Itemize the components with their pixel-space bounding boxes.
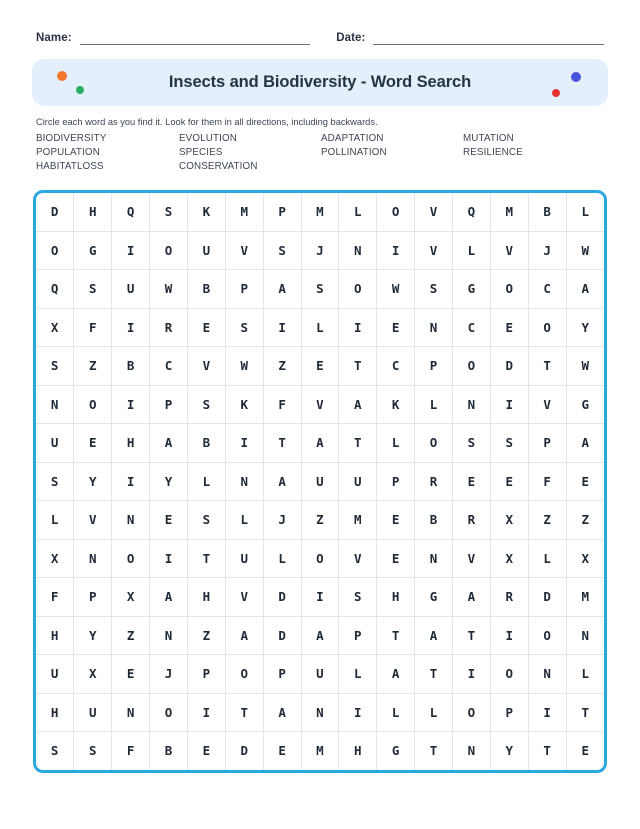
grid-cell[interactable]: B: [415, 501, 453, 540]
grid-cell[interactable]: O: [339, 270, 377, 309]
grid-cell[interactable]: Y: [74, 462, 112, 501]
grid-cell[interactable]: N: [112, 693, 150, 732]
word-list-item[interactable]: POPULATION: [36, 147, 100, 159]
grid-cell[interactable]: D: [263, 578, 301, 617]
grid-cell[interactable]: T: [528, 347, 566, 386]
grid-cell[interactable]: P: [187, 655, 225, 694]
grid-cell[interactable]: J: [263, 501, 301, 540]
grid-cell[interactable]: I: [301, 578, 339, 617]
grid-cell[interactable]: D: [263, 616, 301, 655]
grid-cell[interactable]: I: [112, 231, 150, 270]
page-title: Insects and Biodiversity - Word Search: [168, 73, 472, 91]
grid-cell[interactable]: L: [301, 308, 339, 347]
grid-cell[interactable]: P: [74, 578, 112, 617]
grid-cell[interactable]: P: [339, 616, 377, 655]
grid-cell[interactable]: D: [36, 193, 74, 231]
grid-cell[interactable]: S: [36, 462, 74, 501]
grid-cell[interactable]: L: [415, 693, 453, 732]
grid-cell[interactable]: E: [301, 347, 339, 386]
grid-cell[interactable]: O: [74, 385, 112, 424]
grid-cell[interactable]: Z: [566, 501, 604, 540]
word-list: [36, 133, 604, 172]
grid-cell[interactable]: A: [301, 424, 339, 463]
grid-cell[interactable]: T: [187, 539, 225, 578]
name-label: Name:: [36, 32, 72, 44]
grid-cell[interactable]: E: [263, 732, 301, 770]
green-dot-icon: [76, 86, 84, 94]
grid-row: [36, 693, 604, 732]
grid-cell[interactable]: W: [566, 347, 604, 386]
grid-cell[interactable]: L: [187, 462, 225, 501]
grid-row: [36, 732, 604, 770]
grid-cell[interactable]: I: [377, 231, 415, 270]
orange-dot-icon: [57, 71, 67, 81]
grid-cell[interactable]: V: [415, 193, 453, 231]
word-list-item[interactable]: MUTATION: [463, 133, 514, 145]
grid-cell[interactable]: F: [74, 308, 112, 347]
grid-cell[interactable]: O: [301, 539, 339, 578]
grid-cell[interactable]: O: [452, 347, 490, 386]
grid-cell[interactable]: T: [566, 693, 604, 732]
grid-row: [36, 193, 604, 231]
title-banner: [32, 59, 608, 106]
word-list-item[interactable]: EVOLUTION: [179, 133, 237, 145]
grid-cell[interactable]: P: [415, 347, 453, 386]
date-write-line[interactable]: [373, 30, 604, 45]
grid-cell[interactable]: C: [377, 347, 415, 386]
grid-cell[interactable]: Y: [566, 308, 604, 347]
grid-cell[interactable]: M: [301, 732, 339, 770]
grid-cell[interactable]: A: [263, 270, 301, 309]
grid-cell[interactable]: S: [452, 424, 490, 463]
grid-cell[interactable]: N: [339, 231, 377, 270]
grid-cell[interactable]: X: [112, 578, 150, 617]
grid-row: [36, 270, 604, 309]
grid-cell[interactable]: O: [415, 424, 453, 463]
grid-cell[interactable]: P: [263, 655, 301, 694]
grid-cell[interactable]: O: [225, 655, 263, 694]
grid-cell[interactable]: Q: [112, 193, 150, 231]
grid-cell[interactable]: S: [36, 732, 74, 770]
grid-cell[interactable]: U: [339, 462, 377, 501]
grid-cell[interactable]: T: [528, 732, 566, 770]
grid-cell[interactable]: S: [74, 270, 112, 309]
grid-cell[interactable]: L: [452, 231, 490, 270]
grid-cell[interactable]: B: [187, 270, 225, 309]
grid-cell[interactable]: S: [225, 308, 263, 347]
grid-cell[interactable]: V: [225, 231, 263, 270]
grid-cell[interactable]: N: [415, 539, 453, 578]
grid-row: [36, 616, 604, 655]
grid-cell[interactable]: O: [112, 539, 150, 578]
grid-cell[interactable]: X: [490, 501, 528, 540]
grid-cell[interactable]: S: [490, 424, 528, 463]
grid-cell[interactable]: D: [490, 347, 528, 386]
red-dot-icon: [552, 89, 560, 97]
grid-cell[interactable]: A: [339, 385, 377, 424]
date-label: Date:: [336, 32, 366, 44]
grid-cell[interactable]: Q: [36, 270, 74, 309]
grid-cell[interactable]: U: [112, 270, 150, 309]
grid-cell[interactable]: G: [566, 385, 604, 424]
grid-cell[interactable]: O: [36, 231, 74, 270]
grid-cell[interactable]: Z: [187, 616, 225, 655]
grid-cell[interactable]: W: [377, 270, 415, 309]
grid-cell[interactable]: V: [339, 539, 377, 578]
grid-cell[interactable]: H: [377, 578, 415, 617]
grid-cell[interactable]: M: [225, 193, 263, 231]
grid-cell[interactable]: T: [415, 732, 453, 770]
grid-cell[interactable]: S: [150, 193, 188, 231]
grid-cell[interactable]: O: [490, 270, 528, 309]
grid-cell[interactable]: V: [301, 385, 339, 424]
grid-cell[interactable]: I: [528, 693, 566, 732]
grid-cell[interactable]: Q: [452, 193, 490, 231]
grid-cell[interactable]: R: [452, 501, 490, 540]
grid-cell[interactable]: D: [225, 732, 263, 770]
grid-cell[interactable]: A: [150, 424, 188, 463]
grid-cell[interactable]: L: [566, 655, 604, 694]
grid-cell[interactable]: A: [377, 655, 415, 694]
grid-table: [36, 193, 604, 770]
grid-row: [36, 385, 604, 424]
grid-cell[interactable]: E: [150, 501, 188, 540]
grid-cell[interactable]: I: [112, 385, 150, 424]
grid-cell[interactable]: P: [150, 385, 188, 424]
grid-cell[interactable]: P: [225, 270, 263, 309]
grid-cell[interactable]: I: [339, 693, 377, 732]
grid-cell[interactable]: N: [112, 501, 150, 540]
grid-cell[interactable]: F: [528, 462, 566, 501]
grid-cell[interactable]: E: [377, 501, 415, 540]
grid-cell[interactable]: L: [566, 193, 604, 231]
grid-cell[interactable]: E: [74, 424, 112, 463]
grid-cell[interactable]: X: [74, 655, 112, 694]
grid-cell[interactable]: U: [74, 693, 112, 732]
grid-cell[interactable]: E: [187, 308, 225, 347]
grid-cell[interactable]: A: [301, 616, 339, 655]
grid-cell[interactable]: H: [36, 616, 74, 655]
grid-cell[interactable]: H: [112, 424, 150, 463]
grid-cell[interactable]: X: [566, 539, 604, 578]
grid-cell[interactable]: G: [415, 578, 453, 617]
instructions-text: Circle each word as you find it. Look for them in all directions, including backwards.: [36, 117, 378, 127]
grid-cell[interactable]: W: [225, 347, 263, 386]
grid-cell[interactable]: L: [415, 385, 453, 424]
grid-cell[interactable]: A: [566, 270, 604, 309]
grid-row: [36, 578, 604, 617]
name-write-line[interactable]: [80, 30, 311, 45]
grid-cell[interactable]: F: [112, 732, 150, 770]
grid-cell[interactable]: L: [339, 193, 377, 231]
grid-cell[interactable]: U: [36, 424, 74, 463]
grid-cell[interactable]: H: [74, 193, 112, 231]
grid-cell[interactable]: M: [301, 193, 339, 231]
grid-cell[interactable]: Z: [112, 616, 150, 655]
grid-cell[interactable]: C: [150, 347, 188, 386]
grid-cell[interactable]: O: [150, 231, 188, 270]
grid-cell[interactable]: I: [452, 655, 490, 694]
word-list-item[interactable]: BIODIVERSITY: [36, 133, 107, 145]
grid-cell[interactable]: R: [490, 578, 528, 617]
grid-cell[interactable]: T: [415, 655, 453, 694]
grid-cell[interactable]: T: [225, 693, 263, 732]
grid-cell[interactable]: O: [377, 193, 415, 231]
word-list-item[interactable]: ADAPTATION: [321, 133, 384, 145]
grid-cell[interactable]: U: [301, 655, 339, 694]
student-info-row: [0, 0, 640, 45]
grid-cell[interactable]: B: [187, 424, 225, 463]
grid-cell[interactable]: X: [490, 539, 528, 578]
grid-cell[interactable]: E: [187, 732, 225, 770]
grid-cell[interactable]: G: [74, 231, 112, 270]
grid-cell[interactable]: H: [339, 732, 377, 770]
grid-cell[interactable]: E: [377, 539, 415, 578]
grid-cell[interactable]: B: [112, 347, 150, 386]
grid-cell[interactable]: L: [263, 539, 301, 578]
grid-cell[interactable]: L: [377, 693, 415, 732]
grid-cell[interactable]: D: [528, 578, 566, 617]
grid-cell[interactable]: R: [415, 462, 453, 501]
blue-dot-icon: [571, 72, 581, 82]
grid-cell[interactable]: N: [36, 385, 74, 424]
grid-row: [36, 462, 604, 501]
grid-cell[interactable]: M: [339, 501, 377, 540]
grid-cell[interactable]: S: [339, 578, 377, 617]
grid-cell[interactable]: L: [225, 501, 263, 540]
grid-row: [36, 424, 604, 463]
grid-row: [36, 539, 604, 578]
word-list-item[interactable]: RESILIENCE: [463, 147, 523, 159]
grid-cell[interactable]: A: [225, 616, 263, 655]
grid-cell[interactable]: N: [150, 616, 188, 655]
grid-cell[interactable]: U: [301, 462, 339, 501]
grid-cell[interactable]: H: [36, 693, 74, 732]
grid-cell[interactable]: A: [566, 424, 604, 463]
grid-cell[interactable]: N: [452, 385, 490, 424]
grid-cell[interactable]: K: [225, 385, 263, 424]
grid-cell[interactable]: W: [566, 231, 604, 270]
grid-cell[interactable]: S: [36, 347, 74, 386]
grid-cell[interactable]: N: [415, 308, 453, 347]
grid-cell[interactable]: V: [490, 231, 528, 270]
grid-row: [36, 655, 604, 694]
grid-cell[interactable]: J: [301, 231, 339, 270]
word-list-item[interactable]: SPECIES: [179, 147, 223, 159]
grid-cell[interactable]: T: [339, 424, 377, 463]
grid-cell[interactable]: O: [528, 616, 566, 655]
grid-cell[interactable]: U: [225, 539, 263, 578]
grid-cell[interactable]: Z: [263, 347, 301, 386]
word-list-item[interactable]: HABITATLOSS: [36, 161, 104, 173]
grid-cell[interactable]: T: [263, 424, 301, 463]
word-search-grid[interactable]: [33, 190, 607, 773]
grid-cell[interactable]: P: [490, 693, 528, 732]
grid-cell[interactable]: B: [150, 732, 188, 770]
grid-cell[interactable]: O: [490, 655, 528, 694]
grid-cell[interactable]: E: [452, 462, 490, 501]
grid-cell[interactable]: E: [490, 308, 528, 347]
grid-row: [36, 231, 604, 270]
grid-cell[interactable]: N: [452, 732, 490, 770]
grid-cell[interactable]: I: [339, 308, 377, 347]
grid-cell[interactable]: P: [528, 424, 566, 463]
grid-cell[interactable]: V: [187, 347, 225, 386]
grid-cell[interactable]: F: [263, 385, 301, 424]
grid-cell[interactable]: I: [263, 308, 301, 347]
grid-row: [36, 501, 604, 540]
grid-cell[interactable]: E: [377, 308, 415, 347]
grid-cell[interactable]: X: [36, 308, 74, 347]
grid-cell[interactable]: I: [187, 693, 225, 732]
grid-cell[interactable]: K: [187, 193, 225, 231]
grid-cell[interactable]: J: [150, 655, 188, 694]
grid-cell[interactable]: O: [528, 308, 566, 347]
grid-cell[interactable]: I: [225, 424, 263, 463]
grid-cell[interactable]: M: [566, 578, 604, 617]
grid-cell[interactable]: Y: [74, 616, 112, 655]
grid-cell[interactable]: R: [150, 308, 188, 347]
grid-cell[interactable]: V: [415, 231, 453, 270]
grid-cell[interactable]: P: [263, 193, 301, 231]
grid-cell[interactable]: I: [112, 462, 150, 501]
grid-cell[interactable]: E: [566, 462, 604, 501]
grid-cell[interactable]: F: [36, 578, 74, 617]
grid-cell[interactable]: I: [112, 308, 150, 347]
grid-cell[interactable]: S: [74, 732, 112, 770]
grid-cell[interactable]: W: [150, 270, 188, 309]
grid-cell[interactable]: E: [490, 462, 528, 501]
grid-cell[interactable]: I: [150, 539, 188, 578]
grid-cell[interactable]: I: [490, 616, 528, 655]
grid-cell[interactable]: U: [187, 231, 225, 270]
grid-cell[interactable]: Z: [301, 501, 339, 540]
grid-cell[interactable]: L: [528, 539, 566, 578]
grid-cell[interactable]: N: [301, 693, 339, 732]
grid-cell[interactable]: V: [452, 539, 490, 578]
grid-cell[interactable]: M: [490, 193, 528, 231]
grid-cell[interactable]: L: [36, 501, 74, 540]
grid-cell[interactable]: V: [528, 385, 566, 424]
grid-cell[interactable]: S: [301, 270, 339, 309]
word-list-item[interactable]: POLLINATION: [321, 147, 387, 159]
grid-cell[interactable]: E: [566, 732, 604, 770]
grid-cell[interactable]: T: [377, 616, 415, 655]
grid-cell[interactable]: I: [490, 385, 528, 424]
grid-cell[interactable]: Z: [528, 501, 566, 540]
grid-cell[interactable]: G: [452, 270, 490, 309]
grid-cell[interactable]: A: [263, 693, 301, 732]
grid-cell[interactable]: B: [528, 193, 566, 231]
grid-cell[interactable]: Z: [74, 347, 112, 386]
grid-cell[interactable]: C: [528, 270, 566, 309]
grid-row: [36, 308, 604, 347]
grid-cell[interactable]: X: [36, 539, 74, 578]
grid-cell[interactable]: N: [225, 462, 263, 501]
grid-cell[interactable]: T: [452, 616, 490, 655]
grid-cell[interactable]: U: [36, 655, 74, 694]
grid-cell[interactable]: Y: [490, 732, 528, 770]
grid-cell[interactable]: Y: [150, 462, 188, 501]
grid-cell[interactable]: L: [377, 424, 415, 463]
grid-cell[interactable]: A: [452, 578, 490, 617]
grid-cell[interactable]: A: [263, 462, 301, 501]
grid-cell[interactable]: G: [377, 732, 415, 770]
grid-cell[interactable]: S: [415, 270, 453, 309]
grid-cell[interactable]: O: [452, 693, 490, 732]
grid-cell[interactable]: S: [187, 501, 225, 540]
grid-cell[interactable]: S: [263, 231, 301, 270]
word-list-item[interactable]: CONSERVATION: [179, 161, 258, 173]
grid-cell[interactable]: C: [452, 308, 490, 347]
grid-cell[interactable]: K: [377, 385, 415, 424]
grid-cell[interactable]: E: [112, 655, 150, 694]
grid-cell[interactable]: A: [415, 616, 453, 655]
grid-cell[interactable]: V: [74, 501, 112, 540]
grid-row: [36, 347, 604, 386]
grid-cell[interactable]: S: [187, 385, 225, 424]
grid-cell[interactable]: O: [150, 693, 188, 732]
grid-cell[interactable]: J: [528, 231, 566, 270]
grid-cell[interactable]: T: [339, 347, 377, 386]
grid-cell[interactable]: A: [150, 578, 188, 617]
grid-cell[interactable]: V: [225, 578, 263, 617]
grid-cell[interactable]: N: [74, 539, 112, 578]
grid-cell[interactable]: N: [528, 655, 566, 694]
grid-cell[interactable]: P: [377, 462, 415, 501]
grid-cell[interactable]: N: [566, 616, 604, 655]
grid-cell[interactable]: L: [339, 655, 377, 694]
grid-cell[interactable]: H: [187, 578, 225, 617]
